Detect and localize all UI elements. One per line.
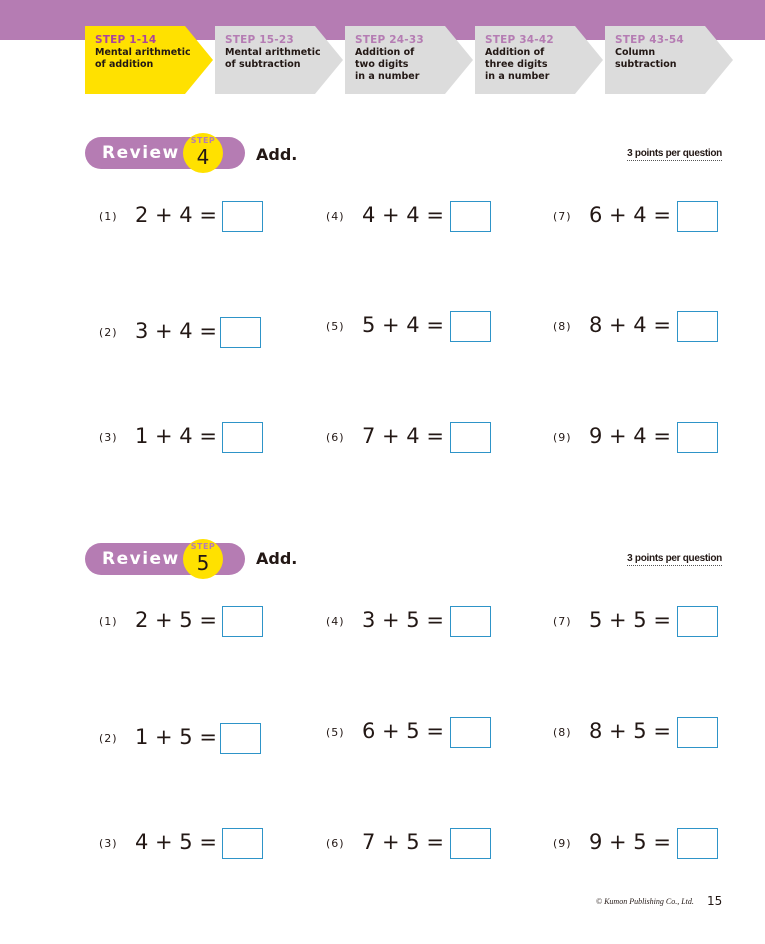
problem-expression: 3 + 4 = xyxy=(135,319,217,343)
step-tab-4 xyxy=(475,26,603,94)
step-range: STEP 43-54 xyxy=(615,34,684,46)
problem-expression: 2 + 5 = xyxy=(135,608,217,632)
answer-box[interactable] xyxy=(222,828,263,859)
review-label: Review xyxy=(102,549,180,569)
answer-box[interactable] xyxy=(222,422,263,453)
problem-number: (6) xyxy=(326,837,345,850)
step-badge-number: 5 xyxy=(196,551,210,575)
problem-expression: 1 + 5 = xyxy=(135,725,217,749)
answer-box[interactable] xyxy=(677,606,718,637)
review-header-step-5 xyxy=(85,543,245,575)
answer-box[interactable] xyxy=(450,311,491,342)
step-range: STEP 15-23 xyxy=(225,34,294,46)
page-number: 15 xyxy=(707,894,723,908)
problem-expression: 8 + 5 = xyxy=(589,719,671,743)
step-tab-1 xyxy=(85,26,213,94)
step-tab-3 xyxy=(345,26,473,94)
problem-number: (4) xyxy=(326,615,345,628)
problem-number: (1) xyxy=(99,615,118,628)
problem-expression: 1 + 4 = xyxy=(135,424,217,448)
problem-number: (5) xyxy=(326,726,345,739)
step-badge xyxy=(183,539,223,579)
step-badge-label: STEP xyxy=(190,136,216,145)
review-header-step-4 xyxy=(85,137,245,169)
problem-expression: 4 + 4 = xyxy=(362,203,444,227)
answer-box[interactable] xyxy=(677,828,718,859)
problem-expression: 7 + 5 = xyxy=(362,830,444,854)
problem-expression: 6 + 5 = xyxy=(362,719,444,743)
answer-box[interactable] xyxy=(677,717,718,748)
step-description: Mental arithmetic of addition xyxy=(95,47,191,70)
problem-number: (8) xyxy=(553,320,572,333)
answer-box[interactable] xyxy=(677,311,718,342)
step-description: Addition of two digits in a number xyxy=(355,47,420,82)
problem-number: (7) xyxy=(553,210,572,223)
answer-box[interactable] xyxy=(222,201,263,232)
problem-number: (7) xyxy=(553,615,572,628)
answer-box[interactable] xyxy=(450,201,491,232)
problem-number: (8) xyxy=(553,726,572,739)
problem-number: (3) xyxy=(99,431,118,444)
step-badge-label: STEP xyxy=(190,542,216,551)
points-note: 3 points per question xyxy=(627,148,722,159)
step-range: STEP 34-42 xyxy=(485,34,554,46)
step-tab-5 xyxy=(605,26,733,94)
answer-box[interactable] xyxy=(450,606,491,637)
answer-box[interactable] xyxy=(220,317,261,348)
problem-expression: 6 + 4 = xyxy=(589,203,671,227)
problem-expression: 7 + 4 = xyxy=(362,424,444,448)
points-note: 3 points per question xyxy=(627,553,722,564)
step-range: STEP 1-14 xyxy=(95,34,157,46)
problem-number: (3) xyxy=(99,837,118,850)
problem-expression: 4 + 5 = xyxy=(135,830,217,854)
step-badge xyxy=(183,133,223,173)
problem-expression: 5 + 5 = xyxy=(589,608,671,632)
step-tab-2 xyxy=(215,26,343,94)
step-range: STEP 24-33 xyxy=(355,34,424,46)
step-description: Addition of three digits in a number xyxy=(485,47,550,82)
answer-box[interactable] xyxy=(450,422,491,453)
problem-expression: 8 + 4 = xyxy=(589,313,671,337)
problem-expression: 9 + 5 = xyxy=(589,830,671,854)
problem-number: (1) xyxy=(99,210,118,223)
step-description: Mental arithmetic of subtraction xyxy=(225,47,321,70)
answer-box[interactable] xyxy=(677,201,718,232)
review-label: Review xyxy=(102,143,180,163)
problem-number: (9) xyxy=(553,431,572,444)
answer-box[interactable] xyxy=(222,606,263,637)
answer-box[interactable] xyxy=(220,723,261,754)
answer-box[interactable] xyxy=(450,828,491,859)
problem-number: (6) xyxy=(326,431,345,444)
problem-number: (9) xyxy=(553,837,572,850)
problem-number: (4) xyxy=(326,210,345,223)
problem-expression: 3 + 5 = xyxy=(362,608,444,632)
answer-box[interactable] xyxy=(450,717,491,748)
answer-box[interactable] xyxy=(677,422,718,453)
copyright-notice: © Kumon Publishing Co., Ltd. xyxy=(596,897,694,906)
problem-number: (2) xyxy=(99,732,118,745)
instruction-title: Add. xyxy=(256,549,298,568)
problem-expression: 9 + 4 = xyxy=(589,424,671,448)
problem-expression: 5 + 4 = xyxy=(362,313,444,337)
problem-number: (2) xyxy=(99,326,118,339)
step-badge-number: 4 xyxy=(196,145,210,169)
problem-number: (5) xyxy=(326,320,345,333)
problem-expression: 2 + 4 = xyxy=(135,203,217,227)
instruction-title: Add. xyxy=(256,145,298,164)
step-description: Column subtraction xyxy=(615,47,677,70)
